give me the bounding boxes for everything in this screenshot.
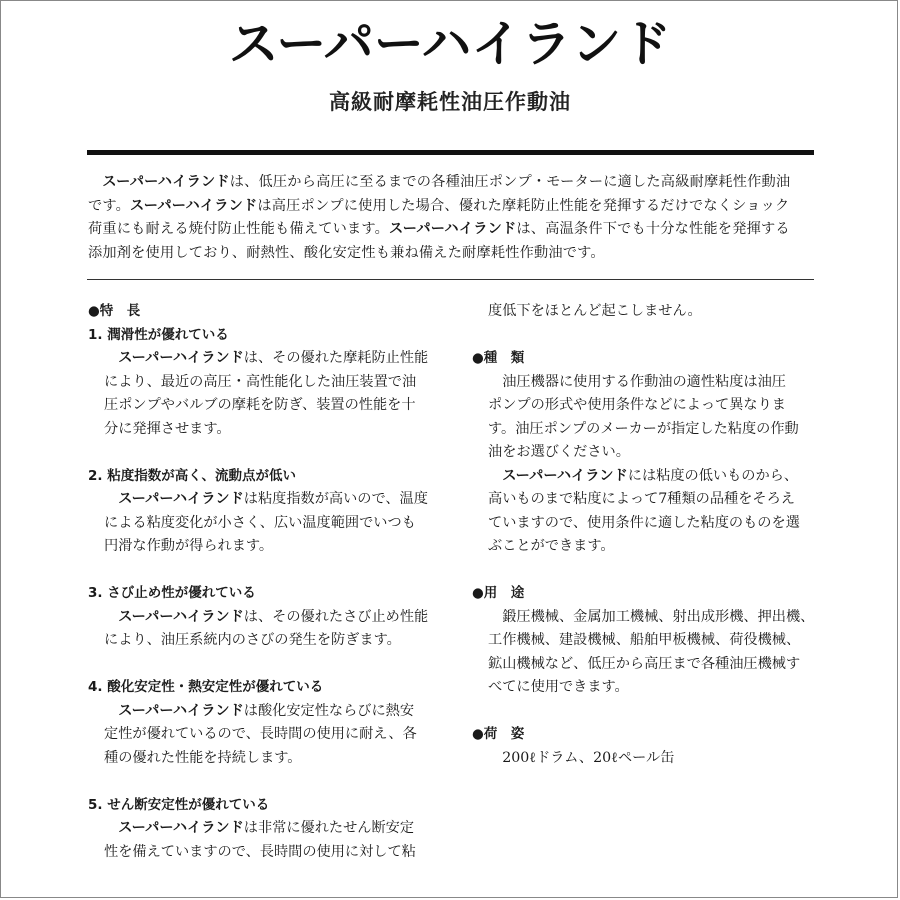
feature-line: による粘度変化が小さく、広い温度範囲でいつも (104, 514, 416, 531)
types-line: 高いものまで粘度によって7種類の品種をそろえ (488, 491, 795, 507)
feature-line: スーパーハイランドは粘度指数が高いので、温度 (118, 491, 428, 507)
feature-line: 定性が優れているので、長時間の使用に耐え、各 (104, 726, 417, 742)
feature-line: スーパーハイランドは酸化安定性ならびに熱安 (118, 702, 415, 719)
features-column (88, 300, 434, 864)
intro-line: です。スーパーハイランドは高圧ポンプに使用した場合、優れた摩耗防止性能を発揮するだけでなくショック (88, 197, 790, 214)
feature-line: スーパーハイランドは非常に優れたせん断安定 (118, 820, 415, 836)
feature-heading: 5. せん断安定性が優れている (88, 796, 270, 813)
feature-line: スーパーハイランドは、その優れたさび止め性能 (118, 608, 429, 625)
intro-line: 添加剤を使用しており、耐熱性、酸化安定性も兼ね備えた耐摩耗性作動油です。 (88, 244, 605, 261)
feature-item-2 (88, 465, 434, 559)
product-name: スーパーハイランド (118, 608, 244, 625)
packaging-heading: ●荷 姿 (472, 726, 525, 742)
feature-line: 圧ポンプやバルブの摩耗を防ぎ、装置の性能を十 (104, 397, 416, 413)
product-title: スーパーハイランド (228, 15, 672, 73)
feature-continuation: 度低下をほとんど起こしません。 (488, 303, 702, 319)
types-heading: ●種 類 (472, 350, 525, 366)
intro-line: スーパーハイランドは、低圧から高圧に至るまでの各種油圧ポンプ・モーターに適した高級耐摩耗性作動油 (102, 174, 791, 190)
product-name: スーパーハイランド (118, 702, 244, 719)
intro-paragraph (88, 171, 812, 265)
feature-line: 円滑な作動が得られます。 (104, 538, 274, 554)
uses-line: 工作機械、建設機械、船舶甲板機械、荷役機械、 (488, 632, 801, 648)
details-column (472, 300, 815, 770)
types-line: ぶことができます。 (488, 538, 615, 554)
uses-line: べてに使用できます。 (488, 679, 629, 695)
types-line: ていますので、使用条件に適した粘度のものを選 (488, 514, 800, 531)
types-line: す。油圧ポンプのメーカーが指定した粘度の作動 (488, 420, 799, 437)
feature-heading: 1. 潤滑性が優れている (88, 326, 229, 343)
feature-line: 性を備えていますので、長時間の使用に対して粘 (104, 843, 416, 860)
feature-heading: 4. 酸化安定性・熱安定性が優れている (88, 679, 324, 695)
feature-item-5 (88, 794, 434, 865)
product-name: スーパーハイランド (118, 350, 244, 366)
uses-line: 鍛圧機械、金属加工機械、射出成形機、押出機、 (488, 608, 815, 625)
product-name: スーパーハイランド (502, 467, 628, 484)
feature-item-1 (88, 324, 434, 442)
uses-heading: ●用 途 (472, 585, 525, 601)
feature-line: スーパーハイランドは、その優れた摩耗防止性能 (118, 350, 429, 366)
feature-heading: 3. さび止め性が優れている (88, 585, 256, 601)
intro-divider (87, 279, 814, 280)
feature-line: により、油圧系統内のさびの発生を防ぎます。 (104, 632, 401, 648)
product-name: スーパーハイランド (118, 820, 244, 836)
product-subtitle: 高級耐摩耗性油圧作動油 (329, 90, 571, 114)
feature-line: 分に発揮させます。 (104, 420, 231, 437)
types-line: ポンプの形式や使用条件などによって異なりま (488, 397, 786, 413)
feature-line: 種の優れた性能を持続します。 (104, 749, 302, 766)
types-line: 油圧機器に使用する作動油の適性粘度は油圧 (488, 373, 786, 390)
types-line: 油をお選びください。 (488, 444, 630, 460)
features-heading: ●特 長 (88, 303, 141, 319)
header-divider (87, 150, 814, 155)
types-line: スーパーハイランドには粘度の低いものから、 (502, 467, 799, 484)
packaging-text: 200ℓドラム、20ℓペール缶 (488, 749, 675, 766)
intro-line: 荷重にも耐える焼付防止性能も備えています。スーパーハイランドは、高温条件下でも十分な性能を発揮する (88, 221, 790, 237)
feature-item-4 (88, 676, 434, 770)
types-section (472, 347, 812, 559)
product-name: スーパーハイランド (118, 491, 244, 507)
packaging-section (472, 723, 812, 770)
uses-section (472, 582, 815, 700)
uses-line: 鉱山機械など、低圧から高圧まで各種油圧機械す (488, 655, 801, 672)
feature-line: により、最近の高圧・高性能化した油圧装置で油 (104, 373, 417, 390)
feature-item-3 (88, 582, 434, 653)
feature-heading: 2. 粘度指数が高く、流動点が低い (88, 467, 296, 484)
